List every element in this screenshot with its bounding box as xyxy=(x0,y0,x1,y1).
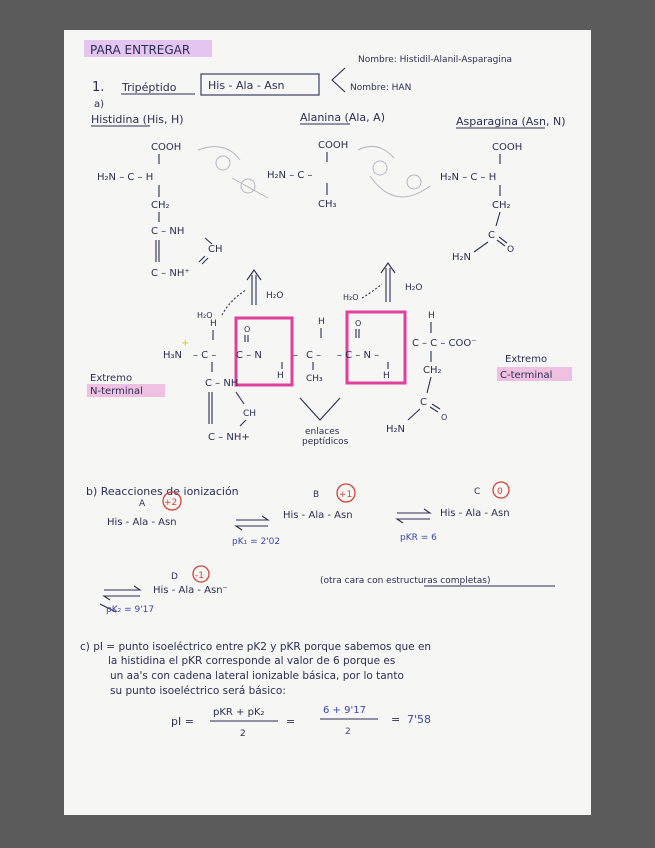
svg-text:pKR + pK₂: pKR + pK₂ xyxy=(213,707,265,718)
bracket-arrow xyxy=(332,68,345,92)
svg-text:C – NH⁺: C – NH⁺ xyxy=(151,268,190,279)
svg-text:C – NH: C – NH xyxy=(151,226,185,237)
svg-text:+1: +1 xyxy=(339,490,353,500)
svg-text:la histidina el pKR correspond: la histidina el pKR corresponde al valor de 6 porque es xyxy=(108,655,396,667)
svg-text:=: = xyxy=(391,713,401,726)
svg-text:His - Ala - Asn⁻: His - Ala - Asn⁻ xyxy=(153,585,228,596)
histidine-structure xyxy=(97,142,223,279)
ala-title: Alanina (Ala, A) xyxy=(300,111,385,124)
svg-text:CH₃: CH₃ xyxy=(306,374,323,384)
svg-text:CH₃: CH₃ xyxy=(318,199,337,210)
para-entregar: PARA ENTREGAR xyxy=(90,43,191,57)
svg-text:+2: +2 xyxy=(164,498,178,508)
svg-text:H₂O: H₂O xyxy=(405,283,423,293)
svg-text:H₂N: H₂N xyxy=(452,252,472,263)
svg-text:COOH: COOH xyxy=(492,142,523,153)
svg-text:0: 0 xyxy=(497,487,503,497)
svg-text:– C – COO⁻: – C – COO⁻ xyxy=(422,338,477,349)
svg-text:–: – xyxy=(293,350,298,361)
ionization-title: b) Reacciones de ionización xyxy=(86,485,239,498)
ionization-row-2 xyxy=(100,566,555,615)
svg-text:C: C xyxy=(488,230,495,241)
svg-text:His - Ala - Asn: His - Ala - Asn xyxy=(440,508,510,519)
svg-text:O: O xyxy=(355,319,362,328)
svg-text:His - Ala - Asn: His - Ala - Asn xyxy=(107,517,177,528)
svg-text:H₂N – C – H: H₂N – C – H xyxy=(440,172,497,183)
svg-text:H: H xyxy=(318,317,325,327)
alanine-structure xyxy=(267,140,348,210)
part-a: a) xyxy=(94,99,105,110)
svg-text:pK₁ = 2'02: pK₁ = 2'02 xyxy=(232,537,281,547)
svg-text:-1: -1 xyxy=(195,571,204,581)
condensation-marks-2 xyxy=(358,146,430,196)
isoelectric-text xyxy=(80,641,431,697)
extremo-n-2: N-terminal xyxy=(90,386,143,397)
svg-text:– C – N –: – C – N – xyxy=(337,350,380,361)
svg-text:CH₂: CH₂ xyxy=(423,365,442,376)
svg-text:D: D xyxy=(171,572,178,582)
sequence: His - Ala - Asn xyxy=(208,79,285,92)
extremo-c-1: Extremo xyxy=(505,354,548,365)
svg-text:O: O xyxy=(507,245,515,255)
svg-text:C – NH+: C – NH+ xyxy=(208,432,250,443)
isoelectric-formula xyxy=(171,705,431,739)
svg-text:(otra cara con estructuras com: (otra cara con estructuras completas) xyxy=(320,576,491,586)
svg-text:CH₂: CH₂ xyxy=(492,200,511,211)
svg-text:un aa's con cadena lateral ion: un aa's con cadena lateral ionizable básica, por lo tanto xyxy=(110,670,404,682)
svg-text:H₂O: H₂O xyxy=(197,311,213,320)
svg-text:COOH: COOH xyxy=(318,140,349,151)
svg-text:H: H xyxy=(428,311,435,321)
tripeptido-label: Tripéptido xyxy=(122,81,177,94)
extremo-n-1: Extremo xyxy=(90,373,133,384)
peptide-bond-pointer xyxy=(300,398,340,420)
svg-text:pKR = 6: pKR = 6 xyxy=(400,533,437,543)
svg-text:7'58: 7'58 xyxy=(407,713,432,726)
asparagine-structure xyxy=(440,142,522,263)
svg-text:COOH: COOH xyxy=(151,142,182,153)
enlaces-1: enlaces xyxy=(305,427,340,437)
svg-text:pK₂ = 9'17: pK₂ = 9'17 xyxy=(106,605,155,615)
svg-text:CH: CH xyxy=(243,409,257,419)
svg-text:su punto isoeléctrico será bás: su punto isoeléctrico será básico: xyxy=(110,685,286,697)
svg-text:H₂N: H₂N xyxy=(386,424,406,435)
svg-text:C: C xyxy=(474,487,481,497)
svg-text:B: B xyxy=(313,490,320,500)
svg-text:C – N: C – N xyxy=(236,350,262,361)
svg-text:– C –: – C – xyxy=(193,350,217,361)
svg-text:pI =: pI = xyxy=(171,715,194,728)
svg-text:A: A xyxy=(139,499,146,509)
svg-text:H: H xyxy=(210,319,217,329)
svg-text:+: + xyxy=(181,338,190,349)
svg-text:O: O xyxy=(441,413,448,422)
extremo-c-2: C-terminal xyxy=(500,370,553,381)
svg-text:H₂N – C –: H₂N – C – xyxy=(267,170,313,181)
condensation-marks-1 xyxy=(198,147,268,198)
nombre-short: Nombre: HAN xyxy=(350,83,412,93)
tripeptide-structure xyxy=(163,311,477,443)
svg-text:CH₂: CH₂ xyxy=(151,200,170,211)
svg-text:6 + 9'17: 6 + 9'17 xyxy=(323,705,366,716)
svg-text:C –: C – xyxy=(306,350,322,361)
nombre-full: Nombre: Histidil-Alanil-Asparagina xyxy=(358,55,513,65)
asn-title: Asparagina (Asn, N) xyxy=(456,115,566,128)
svg-text:C – NH: C – NH xyxy=(205,378,239,389)
svg-text:O: O xyxy=(244,325,251,334)
svg-text:C: C xyxy=(420,397,427,408)
svg-text:H: H xyxy=(383,371,390,381)
enlaces-2: peptídicos xyxy=(302,437,349,447)
svg-text:His - Ala - Asn: His - Ala - Asn xyxy=(283,510,353,521)
svg-text:=: = xyxy=(286,715,296,728)
svg-text:2: 2 xyxy=(345,727,351,737)
svg-text:H₂O: H₂O xyxy=(266,291,284,301)
svg-text:c) pI = punto isoeléctrico ent: c) pI = punto isoeléctrico entre pK2 y pKR porque sabemos que en xyxy=(80,641,432,653)
section-number: 1. xyxy=(92,80,105,95)
svg-text:C: C xyxy=(412,338,419,349)
his-title: Histidina (His, H) xyxy=(91,113,184,126)
svg-text:H₃N: H₃N xyxy=(163,350,183,361)
svg-text:H₂N – C – H: H₂N – C – H xyxy=(97,172,154,183)
svg-text:H₂O: H₂O xyxy=(343,293,359,302)
svg-text:CH: CH xyxy=(208,244,223,255)
svg-text:H: H xyxy=(277,371,284,381)
svg-text:2: 2 xyxy=(240,729,246,739)
